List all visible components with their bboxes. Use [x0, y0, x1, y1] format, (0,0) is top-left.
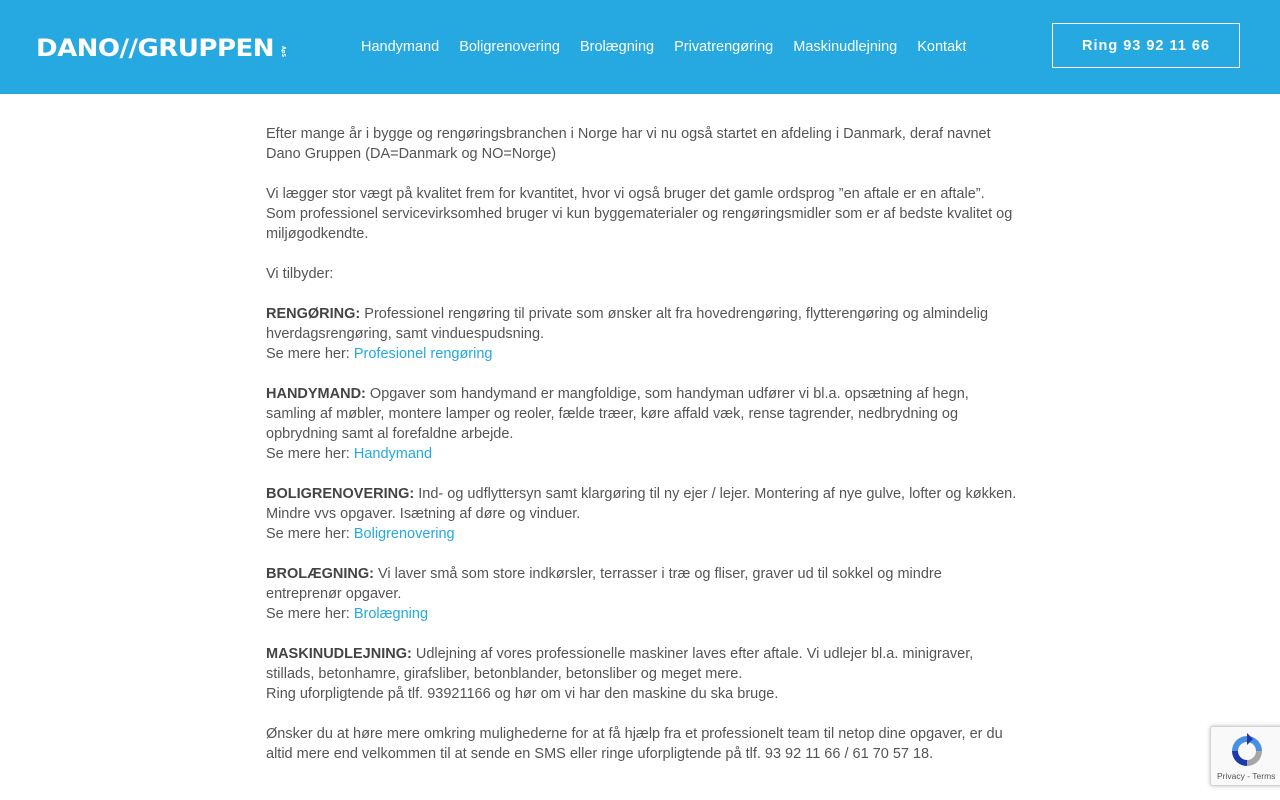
offer-heading: Vi tilbyder: — [266, 266, 334, 282]
nav-brolaegning[interactable]: Brolægning — [579, 39, 655, 55]
see-more-line — [266, 344, 1018, 364]
service-title: RENGØRING: — [266, 306, 361, 322]
link-profesionel-rengoring[interactable]: Profesionel rengøring — [353, 346, 493, 362]
main-nav — [351, 0, 976, 94]
link-boligrenovering[interactable]: Boligrenovering — [353, 526, 455, 542]
service-maskinudlejning — [266, 644, 1018, 684]
see-more-line — [266, 524, 1018, 544]
service-title: MASKINUDLEJNING: — [266, 646, 412, 662]
service-title: BROLÆGNING: — [266, 566, 374, 582]
link-handymand[interactable]: Handymand — [353, 446, 433, 462]
nav-privatrengoring[interactable]: Privatrengøring — [674, 39, 774, 55]
machine-call-text: Ring uforpligtende på tlf. 93921166 og hør om vi har den maskine du ska bruge. — [266, 686, 779, 702]
quality-text-2: Som professionel servicevirksomhed bruger vi kun byggematerialer og rengøringsmidler som er af bedste kvalitet og miljøgodkendte. — [266, 206, 1013, 242]
quality-text-1: Vi lægger stor vægt på kvalitet frem for kvantitet, hvor vi også bruger det gamle ordsprog ”en aftale er en aftale”. — [266, 186, 985, 202]
logo-wordmark: DANO//GRUPPEN — [36, 34, 274, 62]
see-more-line — [266, 604, 1018, 624]
site-header — [0, 0, 1280, 94]
nav-maskinudlejning[interactable]: Maskinudlejning — [793, 39, 898, 55]
recaptcha-links[interactable]: Privacy - Terms — [1217, 771, 1276, 781]
service-title: HANDYMAND: — [266, 386, 366, 402]
logo-suffix: ApS — [280, 46, 286, 58]
service-title: BOLIGRENOVERING: — [266, 486, 415, 502]
service-description: Professionel rengøring til private som ønsker alt fra hovedrengøring, flytterengøring og almindelig hverdagsrengøring, samt vinduespudsning. — [266, 306, 989, 342]
main-content — [266, 124, 1018, 764]
closing-text: Ønsker du at høre mere omkring mulighederne for at få hjælp fra et professionelt team til netop dine opgaver, er du altid mere end velkommen til at sende en SMS eller ringe uforpligtende på tlf. 93 92 11 66 / 61 70 57 18. — [266, 726, 1003, 762]
nav-boligrenovering[interactable]: Boligrenovering — [459, 39, 560, 55]
service-rengoring — [266, 304, 1018, 344]
link-brolaegning[interactable]: Brolægning — [353, 606, 429, 622]
service-brolaegning — [266, 564, 1018, 604]
see-more-line — [266, 444, 1018, 464]
recaptcha-badge[interactable] — [1210, 726, 1280, 786]
nav-kontakt[interactable]: Kontakt — [917, 39, 967, 55]
see-more-prefix: Se mere her: — [266, 446, 350, 462]
see-more-prefix: Se mere her: — [266, 606, 350, 622]
recaptcha-icon — [1229, 733, 1265, 769]
service-description: Ind- og udflyttersyn samt klargøring til ny ejer / lejer. Montering af nye gulve, lofter og køkken. Mindre vvs opgaver. Isætning af døre og vinduer. — [266, 486, 1017, 522]
intro-text: Efter mange år i bygge og rengøringsbranchen i Norge har vi nu også startet en afdeling i Danmark, deraf navnet Dano Gruppen (DA=Danmark og NO=Norge) — [266, 126, 991, 162]
service-description: Udlejning af vores professionelle maskiner laves efter aftale. Vi udlejer bl.a. minigraver, stillads, betonhamre, girafsliber, betonblander, betonsliber og meget mere. — [266, 646, 974, 682]
dano-gruppen-logo[interactable] — [36, 30, 286, 64]
call-button[interactable]: Ring 93 92 11 66 — [1052, 23, 1240, 68]
service-handymand — [266, 384, 1018, 444]
see-more-prefix: Se mere her: — [266, 346, 350, 362]
service-description: Opgaver som handymand er mangfoldige, som handyman udfører vi bl.a. opsætning af hegn, samling af møbler, montere lamper og reoler, fælde træer, køre affald væk, rense tagrender, nedbrydning og opbrydning samt al forefaldne arbejde. — [266, 386, 969, 442]
nav-handymand[interactable]: Handymand — [361, 39, 440, 55]
see-more-prefix: Se mere her: — [266, 526, 350, 542]
service-description: Vi laver små som store indkørsler, terrasser i træ og fliser, graver ud til sokkel og mindre entreprenør opgaver. — [266, 566, 942, 602]
service-boligrenovering — [266, 484, 1018, 524]
